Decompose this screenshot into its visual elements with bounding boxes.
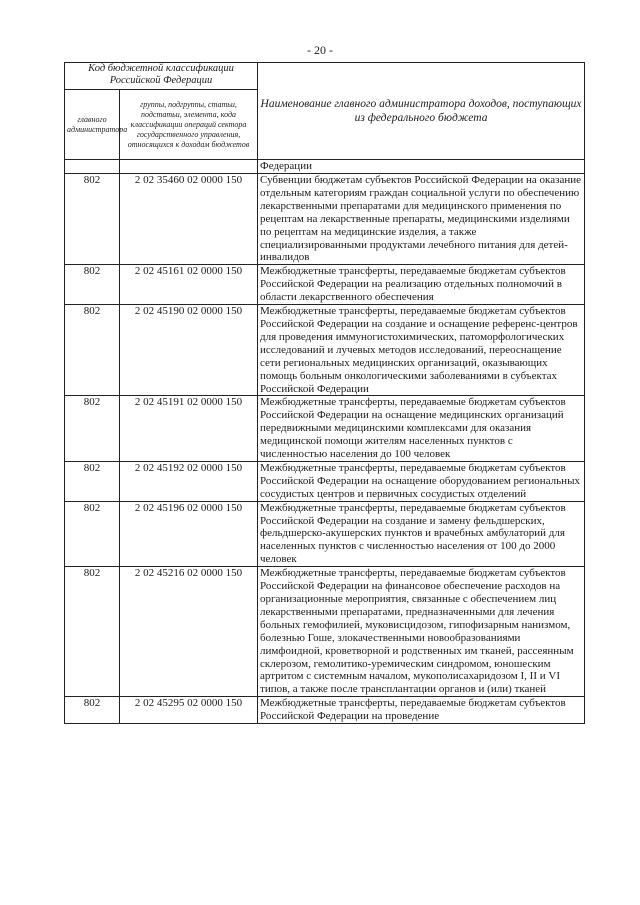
budget-code: 2 02 45196 02 0000 150 bbox=[120, 501, 258, 567]
admin-code: 802 bbox=[65, 174, 120, 265]
budget-code: 2 02 45190 02 0000 150 bbox=[120, 305, 258, 396]
admin-code: 802 bbox=[65, 461, 120, 501]
header-code-column: группы, подгруппы, статьи, подстатьи, элемента, кода классификации операций сектора государственного управления, относящихся к доходам бюджетов bbox=[120, 90, 258, 160]
revenue-name: Межбюджетные трансферты, передаваемые бюджетам субъектов Российской Федерации на реализацию отдельных полномочий в области лекарственного обеспечения bbox=[258, 265, 585, 305]
revenue-name: Межбюджетные трансферты, передаваемые бюджетам субъектов Российской Федерации на оснащение оборудованием региональных сосудистых центров и первичных сосудистых отделений bbox=[258, 461, 585, 501]
revenue-name: Субвенции бюджетам субъектов Российской Федерации на оказание отдельным категориям граждан социальной услуги по обеспечению лекарственными препаратами для медицинского применения по рецептам на лекарственные препараты, медицинскими изделиями по рецептам на медицинские изделия, а также специализированными продуктами лечебного питания для детей-инвалидов bbox=[258, 174, 585, 265]
table-row bbox=[65, 174, 585, 265]
table-row bbox=[65, 265, 585, 305]
table-row bbox=[65, 697, 585, 724]
revenue-name: Межбюджетные трансферты, передаваемые бюджетам субъектов Российской Федерации на проведение bbox=[258, 697, 585, 724]
admin-code: 802 bbox=[65, 501, 120, 567]
budget-code: 2 02 45216 02 0000 150 bbox=[120, 567, 258, 697]
budget-classification-table bbox=[64, 62, 585, 724]
admin-code: 802 bbox=[65, 697, 120, 724]
revenue-name: Межбюджетные трансферты, передаваемые бюджетам субъектов Российской Федерации на оснащение медицинских организаций передвижными медицинскими комплексами для оказания медицинской помощи жителям населенных пунктов с численностью населения до 100 человек bbox=[258, 396, 585, 462]
page-number: - 20 - bbox=[307, 43, 333, 57]
revenue-name: Межбюджетные трансферты, передаваемые бюджетам субъектов Российской Федерации на финансовое обеспечение расходов на организационные мероприятия, связанные с обеспечением лиц лекарственными препаратами, предназначенными для лечения больных гемофилией, муковисцидозом, гипофизарным нанизмом, болезнью Гоше, злокачественными новообразованиями лимфоидной, кроветворной и родственных им тканей, рассеянным склерозом, гемолитико-уремическим синдромом, юношеским артритом с системным началом, мукополисахаридозом I, II и VI типов, а также после трансплантации органов и (или) тканей bbox=[258, 567, 585, 697]
table-row bbox=[65, 396, 585, 462]
table-row bbox=[65, 501, 585, 567]
table-row bbox=[65, 567, 585, 697]
header-group-title: Код бюджетной классификации Российской Федерации bbox=[65, 63, 258, 90]
admin-code: 802 bbox=[65, 567, 120, 697]
continuation-text: Федерации bbox=[258, 160, 585, 174]
admin-code: 802 bbox=[65, 265, 120, 305]
admin-code: 802 bbox=[65, 396, 120, 462]
revenue-name: Межбюджетные трансферты, передаваемые бюджетам субъектов Российской Федерации на создание и оснащение референс-центров для проведения иммуногистохимических, патоморфологических исследований и лучевых методов исследований, переоснащение сети региональных медицинских организаций, оказывающих помощь больным онкологическими заболеваниями в субъектах Российской Федерации bbox=[258, 305, 585, 396]
header-name-column: Наименование главного администратора доходов, поступающих из федерального бюджета bbox=[258, 63, 585, 160]
header-admin-column: главного администратора bbox=[65, 90, 120, 160]
cell-empty-admin bbox=[65, 160, 120, 174]
budget-code: 2 02 45191 02 0000 150 bbox=[120, 396, 258, 462]
cell-empty-code bbox=[120, 160, 258, 174]
budget-code: 2 02 45161 02 0000 150 bbox=[120, 265, 258, 305]
revenue-name: Межбюджетные трансферты, передаваемые бюджетам субъектов Российской Федерации на создание и замену фельдшерских, фельдшерско-акушерских пунктов и врачебных амбулаторий для населенных пунктов с численностью населения от 100 до 2000 человек bbox=[258, 501, 585, 567]
budget-code: 2 02 45295 02 0000 150 bbox=[120, 697, 258, 724]
table-row bbox=[65, 461, 585, 501]
budget-code: 2 02 45192 02 0000 150 bbox=[120, 461, 258, 501]
table-row bbox=[65, 305, 585, 396]
budget-code: 2 02 35460 02 0000 150 bbox=[120, 174, 258, 265]
table-row-continuation bbox=[65, 160, 585, 174]
admin-code: 802 bbox=[65, 305, 120, 396]
